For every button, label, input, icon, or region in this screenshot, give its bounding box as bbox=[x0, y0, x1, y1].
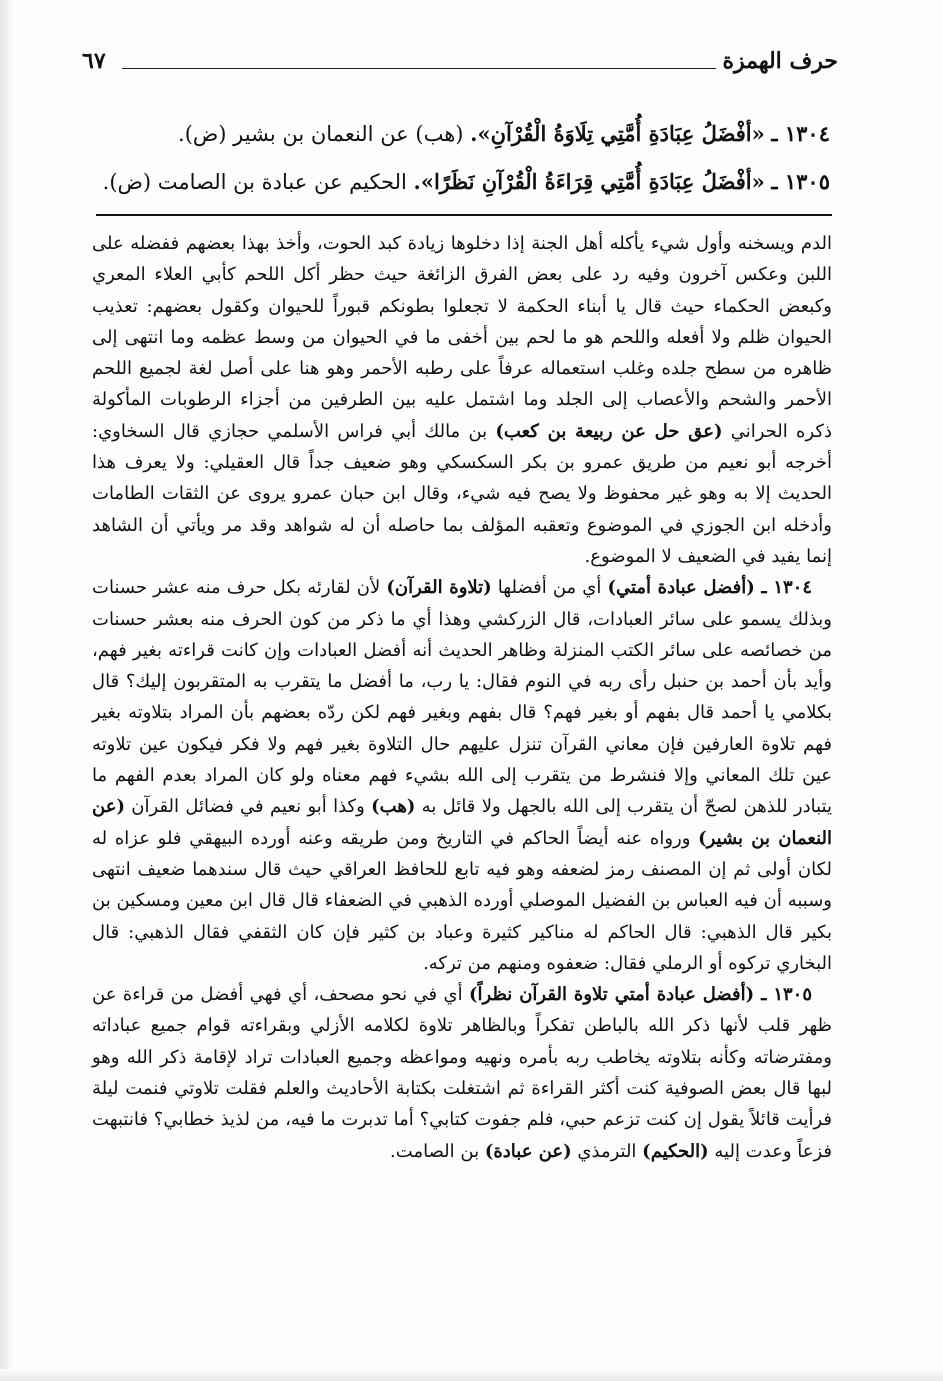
hadith-number: ١٣٠٤ ـ bbox=[771, 121, 830, 146]
commentary-entry-1304 bbox=[92, 572, 832, 979]
commentary-text: بن الصامت. bbox=[390, 1140, 485, 1162]
commentary-heading: ١٣٠٥ ـ (أفضل عبادة أمتي تلاوة القرآن نظراً) bbox=[469, 984, 812, 1006]
commentary-citation: (عق حل عن ربيعة بن كعب) bbox=[495, 420, 723, 442]
commentary-entry-1305 bbox=[92, 979, 832, 1167]
commentary-text: الترمذي bbox=[571, 1140, 643, 1162]
hadith-list bbox=[90, 110, 830, 206]
commentary-citation: (تلاوة القرآن) bbox=[386, 577, 492, 599]
commentary-paragraph-continued bbox=[92, 228, 832, 572]
commentary-text: أي في نحو مصحف، أي فهي أفضل من قراءة عن ظهر قلب لأنها ذكر الله بالباطن تفكراً وبالظاهر تلاوة لكلامه الأزلي وبقراءته قوام جميع عباداته ومفترضاته وكأنه بتلاوته يخاطب ربه بأمره ونهيه ومواعظه وجميع العبادات تراد لإقامة ذكر الله وهو لبها قال بعض الصوفية كنت أكثر القراءة ثم اشتغلت بكتابة الأحاديث والعلم فقلت تلاوتي فنمت ليلة فرأيت قائلاً يقول إن كنت تزعم حبي، فلم جفوت كتابي؟ أما تدبرت ما فيه، من لذيذ خطابي؟ فانتبهت فزعاً وعدت إليه bbox=[92, 984, 832, 1162]
commentary-text: أي من أفضلها bbox=[491, 577, 608, 599]
commentary-body bbox=[92, 228, 832, 1167]
section-divider bbox=[96, 214, 832, 216]
hadith-text: «أفْضَلُ عِبَادَةِ أُمَّتِي تِلَاوَةُ الْقُرْآنِ». bbox=[470, 121, 765, 146]
commentary-text: بن مالك أبي فراس الأسلمي حجازي قال السخاوي: أخرجه أبو نعيم من طريق عمرو بن بكر السكسكي وهو ضعيف جداً قال العقيلي: ولا يعرف هذا الحديث إلا به وهو غير محفوظ ولا يصح فيه شيء، وقال ابن حبان عمرو يروى عن الثقات الطامات وأدخله ابن الجوزي في الموضوع وتعقبه المؤلف بما حاصله أن له شواهد وقد مر ويأتي أن الشاهد إنما يفيد في الضعيف لا الموضوع. bbox=[92, 420, 832, 567]
header-rule bbox=[122, 68, 718, 69]
hadith-1304 bbox=[90, 110, 830, 158]
commentary-citation: (هب) bbox=[371, 796, 416, 818]
commentary-text: وكذا أبو نعيم في فضائل القرآن bbox=[124, 796, 372, 818]
page-scan-edge bbox=[0, 0, 14, 1381]
commentary-citation: (الحكيم) bbox=[642, 1140, 709, 1162]
hadith-number: ١٣٠٥ ـ bbox=[771, 169, 830, 194]
hadith-1305 bbox=[90, 158, 830, 206]
page-header bbox=[82, 46, 838, 80]
commentary-text: لأن لقارئه بكل حرف منه عشر حسنات وبذلك يسمو على سائر العبادات، قال الزركشي وهذا أي ما ذكر من كون الحرف منه بعشر حسنات من خصائصه على سائر الكتب المنزلة وظاهر الحديث أنه أفضل العبادات وإن كانت قراءته بغير فهم، وأيد بأن أحمد بن حنبل رأى ربه في النوم فقال: يا رب، ما أفضل ما يتقرب به المتقربون إليك؟ قال بكلامي يا أحمد قال بفهم أو بغير فهم؟ قال بفهم وبغير فهم لكن ردّه بعضهم بأن المراد بتلاوته بغير فهم تلاوة العارفين فإن معاني القرآن تنزل عليهم حال التلاوة بغير فهم ولا فكر فيكون عين تلاوته عين تلك المعاني وإلا فنشرط من يتقرب إلى الله بشيء فهم معناه ولو كان المراد بعدم الفهم ما يتبادر للذهن لصحّ أن يتقرب إلى الله بالجهل ولا قائل به bbox=[92, 577, 832, 818]
hadith-text: «أفْضَلُ عِبَادَةِ أُمَّتِي قِرَاءَةُ الْقُرْآنِ نَظَرًا». bbox=[413, 169, 765, 194]
commentary-citation: (عن عبادة) bbox=[484, 1140, 572, 1162]
page-number: ٦٧ bbox=[82, 46, 112, 76]
hadith-source: الحكيم عن عبادة بن الصامت (ض). bbox=[102, 170, 407, 194]
commentary-text: الدم ويسخنه وأول شيء يأكله أهل الجنة إذا دخلوها زيادة كبد الحوت، وأخذ بهذا بعضهم ففضله على اللبن وعكس آخرون وفيه رد على بعض الفرق الزائغة حيث حظر أكل اللحم كأبي العلاء المعري وكبعض الحكماء حيث قال يا أبناء الحكمة لا تجعلوا بطونكم قبوراً للحيوان وكقول بعضهم: تعذيب الحيوان ظلم ولا أفعله واللحم هو ما لحم بين أخفى ما في الحيوان من وسط عظمه وما انتهى إلى ظاهره من سطح جلده وغلب استعماله عرفاً على رطبه الأحمر وهو هنا على أصل لغة لجميع اللحم الأحمر والشحم والأعصاب إلى الجلد وما اشتمل عليه بين الطرفين من أجزاء الرطوبات المأكولة ذكره الحراني bbox=[92, 233, 832, 442]
commentary-citation: (عن النعمان بن بشير) bbox=[92, 796, 832, 849]
chapter-title: حرف الهمزة bbox=[716, 46, 838, 76]
commentary-text: ورواه عنه أيضاً الحاكم في التاريخ ومن طريقه وعنه أورده البيهقي فلو عزاه له لكان أولى ثم إن المصنف رمز لضعفه وهو فيه تابع للحافظ العراقي حيث قال سندهما ضعيف انتهى وسببه أن فيه العباس بن الفضيل الموصلي أورده الذهبي في الضعفاء قال قال ابن معين ومسكين بن بكير قال الذهبي: قال الحاكم له مناكير كثيرة وعباد بن كثير فإن كان الثقفي فقال الذهبي: قال البخاري تركوه أو الرملي فقال: ضعفوه ومنهم من تركه. bbox=[92, 827, 832, 974]
page-scan-bottom-edge bbox=[0, 1369, 943, 1381]
hadith-source: (هب) عن النعمان بن بشير (ض). bbox=[178, 122, 464, 146]
commentary-heading: ١٣٠٤ ـ (أفضل عبادة أمتي) bbox=[607, 577, 812, 599]
